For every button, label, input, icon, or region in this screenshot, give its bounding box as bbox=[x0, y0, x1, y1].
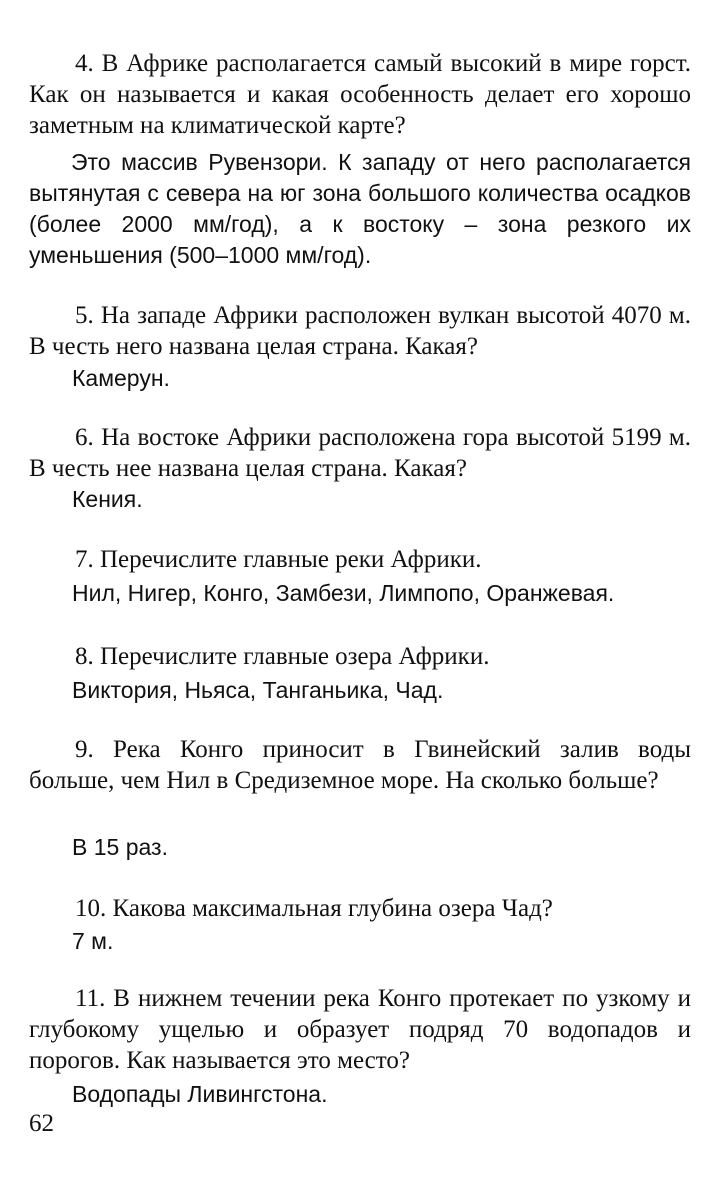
answer-6: Кения. bbox=[72, 486, 143, 512]
page-number: 62 bbox=[29, 1110, 54, 1137]
question-11: 11. В нижнем течении река Конго протекает по узкому и глубокому ущелью и образует подряд 70 водопадов и порогов. Как называется это место? bbox=[29, 985, 691, 1074]
question-6: 6. На востоке Африки расположена гора высотой 5199 м. В честь нее названа целая страна. Какая? bbox=[29, 424, 691, 482]
answer-7: Нил, Нигер, Конго, Замбези, Лимпопо, Оранжевая. bbox=[72, 580, 615, 606]
answer-10: 7 м. bbox=[72, 928, 114, 954]
question-7: 7. Перечислите главные реки Африки. bbox=[75, 546, 482, 573]
question-4: 4. В Африке располагается самый высокий в мире горст. Как он называется и какая особенность делает его хорошо заметным на климатической карте? bbox=[29, 50, 691, 139]
answer-8: Виктория, Ньяса, Танганьика, Чад. bbox=[72, 677, 444, 703]
question-9: 9. Река Конго приносит в Гвинейский залив воды больше, чем Нил в Средиземное море. На сколько больше? bbox=[29, 736, 691, 794]
answer-11: Водопады Ливингстона. bbox=[72, 1081, 328, 1107]
question-5: 5. На западе Африки расположен вулкан высотой 4070 м. В честь него названа целая страна. Какая? bbox=[29, 302, 691, 360]
answer-9: В 15 раз. bbox=[72, 834, 168, 860]
answer-5: Камерун. bbox=[72, 365, 170, 391]
answer-4: Это массив Рувензори. К западу от него располагается вытянутая с севера на юг зона большого количества осадков (более 2000 мм/год), а к востоку – зона резкого их уменьшения (500–1000 мм/год). bbox=[29, 149, 691, 268]
question-10: 10. Какова максимальная глубина озера Чад? bbox=[75, 895, 553, 922]
question-8: 8. Перечислите главные озера Африки. bbox=[75, 643, 490, 670]
